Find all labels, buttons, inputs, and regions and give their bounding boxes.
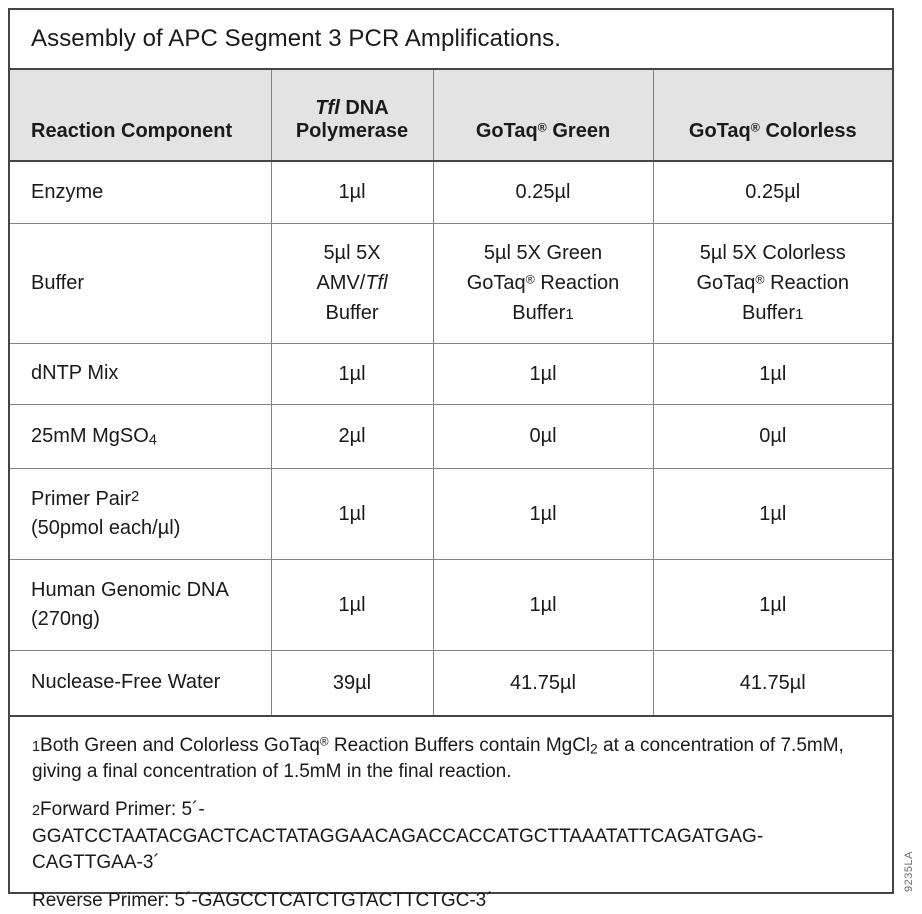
footnote-ref-1: 1 bbox=[795, 306, 804, 323]
registered-trademark-icon: ® bbox=[319, 735, 329, 749]
row-human-genomic-dna bbox=[10, 559, 892, 650]
header-row bbox=[10, 70, 892, 161]
part-number: 9235LA bbox=[903, 851, 915, 892]
row-primer-pair bbox=[10, 468, 892, 559]
cell-genomic-green: 1µl bbox=[433, 559, 653, 650]
cell-mgso4-colorless: 0µl bbox=[653, 404, 892, 468]
row-dntp-mix bbox=[10, 343, 892, 404]
row-label-mgso4: 25mM MgSO$_4$ bbox=[10, 404, 271, 468]
cell-water-green: 41.75µl bbox=[433, 650, 653, 716]
row-buffer bbox=[10, 223, 892, 343]
registered-trademark-icon: ® bbox=[755, 272, 765, 287]
footnote-ref-2: 2 bbox=[131, 488, 140, 505]
cell-water-colorless: 41.75µl bbox=[653, 650, 892, 716]
cell-buffer-green: 5µl 5X Green GoTaq® Reaction Buffer1 bbox=[433, 223, 653, 343]
header-tfl-dna-polymerase: Tfl DNA Polymerase bbox=[271, 70, 433, 161]
header-gotaq-green: GoTaq® Green bbox=[433, 70, 653, 161]
row-enzyme bbox=[10, 161, 892, 223]
cell-enzyme-green: 0.25µl bbox=[433, 161, 653, 223]
pcr-assembly-table bbox=[10, 70, 892, 717]
footnote-ref-1: 1 bbox=[565, 306, 574, 323]
cell-primer-green: 1µl bbox=[433, 468, 653, 559]
row-nuclease-free-water bbox=[10, 650, 892, 716]
cell-dntp-tfl: 1µl bbox=[271, 343, 433, 404]
row-label-enzyme: Enzyme bbox=[10, 161, 271, 223]
row-label-nuclease-free-water: Nuclease-Free Water bbox=[10, 650, 271, 716]
cell-enzyme-tfl: 1µl bbox=[271, 161, 433, 223]
footnotes-section bbox=[10, 717, 892, 914]
cell-dntp-colorless: 1µl bbox=[653, 343, 892, 404]
header-gotaq-colorless: GoTaq® Colorless bbox=[653, 70, 892, 161]
footnote-reverse-primer: Reverse Primer: 5´-GAGCCTCATCTGTACTTCTGC-3´ bbox=[32, 890, 493, 912]
footnote-2-forward-primer: 2Forward Primer: 5´-GGATCCTAATACGACTCACTATAGGAACAGACCACCATGCTTAAATATTCAGATGAG- CAGTTGAA-3´ bbox=[32, 799, 764, 873]
table-title: Assembly of APC Segment 3 PCR Amplifications. bbox=[10, 10, 892, 70]
cell-genomic-colorless: 1µl bbox=[653, 559, 892, 650]
cell-primer-tfl: 1µl bbox=[271, 468, 433, 559]
footnote-1: 1Both Green and Colorless GoTaq® Reaction Buffers contain MgCl$_2$ at a concentration of 7.5mM, giving a final concentration of 1.5mM in the final reaction. bbox=[32, 735, 844, 783]
cell-genomic-tfl: 1µl bbox=[271, 559, 433, 650]
footnote-marker-2: 2 bbox=[32, 803, 41, 820]
cell-buffer-tfl: 5µl 5X AMV/Tfl Buffer bbox=[271, 223, 433, 343]
cell-mgso4-green: 0µl bbox=[433, 404, 653, 468]
cell-primer-colorless: 1µl bbox=[653, 468, 892, 559]
cell-buffer-colorless: 5µl 5X Colorless GoTaq® Reaction Buffer1 bbox=[653, 223, 892, 343]
cell-water-tfl: 39µl bbox=[271, 650, 433, 716]
row-label-dntp-mix: dNTP Mix bbox=[10, 343, 271, 404]
footnote-marker-1: 1 bbox=[32, 739, 41, 755]
row-label-buffer: Buffer bbox=[10, 223, 271, 343]
header-reaction-component: Reaction Component bbox=[10, 70, 271, 161]
row-label-human-genomic-dna: Human Genomic DNA (270ng) bbox=[10, 559, 271, 650]
row-label-primer-pair: Primer Pair$^2$ (50pmol each/µl) bbox=[10, 468, 271, 559]
cell-enzyme-colorless: 0.25µl bbox=[653, 161, 892, 223]
row-mgso4 bbox=[10, 404, 892, 468]
registered-trademark-icon: ® bbox=[750, 120, 760, 135]
registered-trademark-icon: ® bbox=[537, 120, 547, 135]
cell-dntp-green: 1µl bbox=[433, 343, 653, 404]
registered-trademark-icon: ® bbox=[525, 272, 535, 287]
cell-mgso4-tfl: 2µl bbox=[271, 404, 433, 468]
figure-box bbox=[8, 8, 894, 912]
